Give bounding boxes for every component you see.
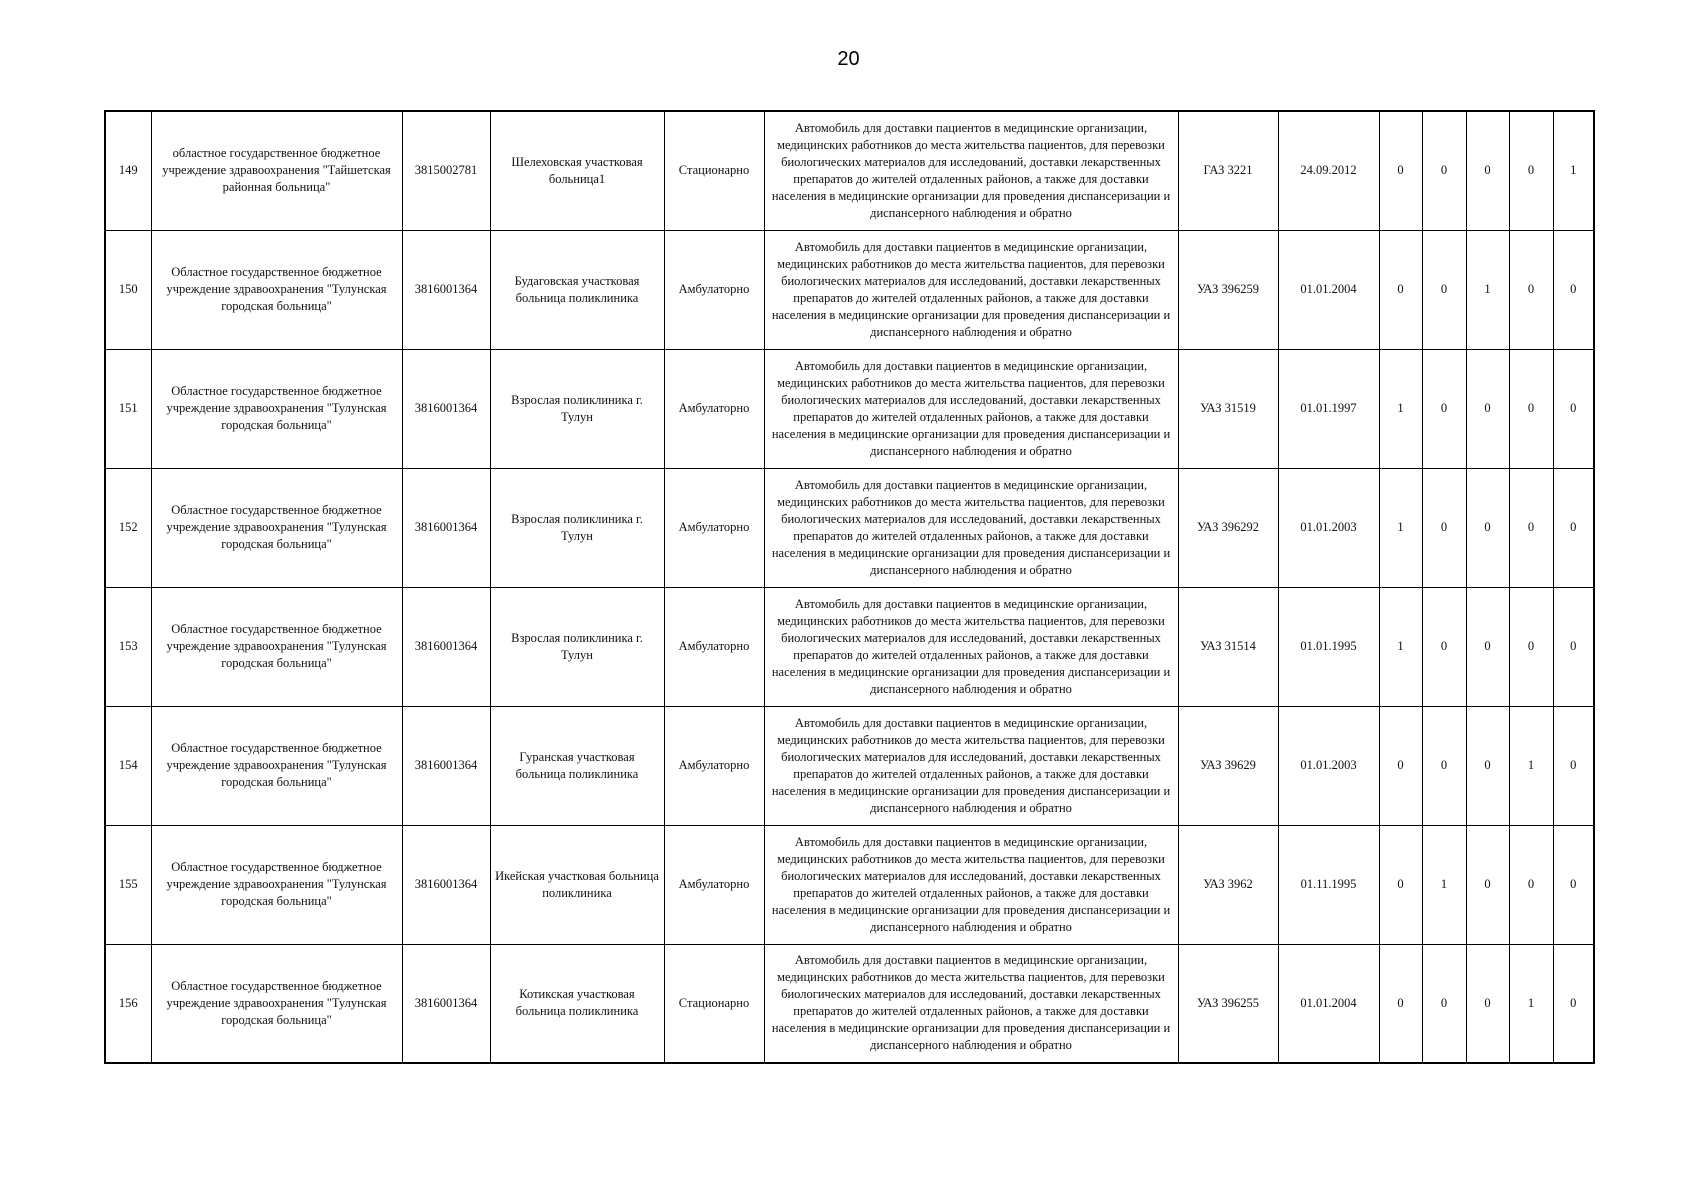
inn-code: 3816001364 xyxy=(402,349,490,468)
count-cell-1: 1 xyxy=(1379,587,1422,706)
care-condition: Стационарно xyxy=(664,111,764,230)
registration-date: 01.01.2004 xyxy=(1278,230,1379,349)
vehicle-model: УАЗ 396259 xyxy=(1178,230,1278,349)
subdivision-name: Взрослая поликлиника г. Тулун xyxy=(490,587,664,706)
subdivision-name: Шелеховская участковая больница1 xyxy=(490,111,664,230)
registration-date: 01.01.2004 xyxy=(1278,944,1379,1063)
vehicle-model: УАЗ 3962 xyxy=(1178,825,1278,944)
subdivision-name: Будаговская участковая больница поликлиника xyxy=(490,230,664,349)
inn-code: 3816001364 xyxy=(402,944,490,1063)
page-number: 20 xyxy=(837,48,860,70)
vehicle-model: УАЗ 396255 xyxy=(1178,944,1278,1063)
count-cell-2: 0 xyxy=(1422,468,1466,587)
count-cell-5: 0 xyxy=(1553,468,1594,587)
vehicle-purpose: Автомобиль для доставки пациентов в медицинские организации, медицинских работников до места жительства пациентов, для перевозки биологических материалов для исследований, доставки лекарственных препаратов до жителей отдаленных районов, а также для доставки населения в медицинские организации для проведения диспансеризации и диспансерного наблюдения и обратно xyxy=(764,111,1178,230)
vehicle-purpose: Автомобиль для доставки пациентов в медицинские организации, медицинских работников до места жительства пациентов, для перевозки биологических материалов для исследований, доставки лекарственных препаратов до жителей отдаленных районов, а также для доставки населения в медицинские организации для проведения диспансеризации и диспансерного наблюдения и обратно xyxy=(764,825,1178,944)
count-cell-4: 0 xyxy=(1509,111,1553,230)
registration-date: 01.01.1997 xyxy=(1278,349,1379,468)
count-cell-4: 1 xyxy=(1509,944,1553,1063)
count-cell-3: 0 xyxy=(1466,587,1509,706)
inn-code: 3816001364 xyxy=(402,468,490,587)
vehicle-purpose: Автомобиль для доставки пациентов в медицинские организации, медицинских работников до места жительства пациентов, для перевозки биологических материалов для исследований, доставки лекарственных препаратов до жителей отдаленных районов, а также для доставки населения в медицинские организации для проведения диспансеризации и диспансерного наблюдения и обратно xyxy=(764,587,1178,706)
inn-code: 3816001364 xyxy=(402,230,490,349)
count-cell-4: 0 xyxy=(1509,468,1553,587)
count-cell-2: 0 xyxy=(1422,587,1466,706)
vehicle-model: УАЗ 39629 xyxy=(1178,706,1278,825)
count-cell-1: 0 xyxy=(1379,230,1422,349)
count-cell-1: 0 xyxy=(1379,944,1422,1063)
count-cell-5: 0 xyxy=(1553,825,1594,944)
table-row xyxy=(105,468,1594,587)
care-condition: Амбулаторно xyxy=(664,349,764,468)
row-number: 154 xyxy=(105,706,151,825)
count-cell-4: 0 xyxy=(1509,230,1553,349)
row-number: 150 xyxy=(105,230,151,349)
organization-name: Областное государственное бюджетное учреждение здравоохранения "Тулунская городская больница" xyxy=(151,468,402,587)
registration-date: 01.01.1995 xyxy=(1278,587,1379,706)
count-cell-2: 1 xyxy=(1422,825,1466,944)
table-row xyxy=(105,706,1594,825)
organization-name: Областное государственное бюджетное учреждение здравоохранения "Тулунская городская больница" xyxy=(151,944,402,1063)
organization-name: областное государственное бюджетное учреждение здравоохранения "Тайшетская районная больница" xyxy=(151,111,402,230)
vehicle-purpose: Автомобиль для доставки пациентов в медицинские организации, медицинских работников до места жительства пациентов, для перевозки биологических материалов для исследований, доставки лекарственных препаратов до жителей отдаленных районов, а также для доставки населения в медицинские организации для проведения диспансеризации и диспансерного наблюдения и обратно xyxy=(764,349,1178,468)
care-condition: Амбулаторно xyxy=(664,468,764,587)
count-cell-5: 0 xyxy=(1553,944,1594,1063)
count-cell-5: 0 xyxy=(1553,349,1594,468)
subdivision-name: Котикская участковая больница поликлиника xyxy=(490,944,664,1063)
count-cell-3: 0 xyxy=(1466,944,1509,1063)
vehicle-purpose: Автомобиль для доставки пациентов в медицинские организации, медицинских работников до места жительства пациентов, для перевозки биологических материалов для исследований, доставки лекарственных препаратов до жителей отдаленных районов, а также для доставки населения в медицинские организации для проведения диспансеризации и диспансерного наблюдения и обратно xyxy=(764,468,1178,587)
table-row xyxy=(105,230,1594,349)
count-cell-2: 0 xyxy=(1422,230,1466,349)
count-cell-5: 0 xyxy=(1553,706,1594,825)
count-cell-1: 0 xyxy=(1379,111,1422,230)
table-row xyxy=(105,349,1594,468)
count-cell-3: 0 xyxy=(1466,111,1509,230)
vehicle-registry-table xyxy=(104,110,1595,1064)
table-row xyxy=(105,111,1594,230)
vehicle-model: УАЗ 31514 xyxy=(1178,587,1278,706)
row-number: 149 xyxy=(105,111,151,230)
vehicle-purpose: Автомобиль для доставки пациентов в медицинские организации, медицинских работников до места жительства пациентов, для перевозки биологических материалов для исследований, доставки лекарственных препаратов до жителей отдаленных районов, а также для доставки населения в медицинские организации для проведения диспансеризации и диспансерного наблюдения и обратно xyxy=(764,706,1178,825)
count-cell-4: 0 xyxy=(1509,349,1553,468)
table-row xyxy=(105,587,1594,706)
count-cell-3: 0 xyxy=(1466,349,1509,468)
subdivision-name: Взрослая поликлиника г. Тулун xyxy=(490,468,664,587)
organization-name: Областное государственное бюджетное учреждение здравоохранения "Тулунская городская больница" xyxy=(151,706,402,825)
row-number: 153 xyxy=(105,587,151,706)
count-cell-3: 0 xyxy=(1466,825,1509,944)
row-number: 155 xyxy=(105,825,151,944)
count-cell-1: 1 xyxy=(1379,349,1422,468)
subdivision-name: Гуранская участковая больница поликлиника xyxy=(490,706,664,825)
inn-code: 3816001364 xyxy=(402,825,490,944)
care-condition: Стационарно xyxy=(664,944,764,1063)
vehicle-purpose: Автомобиль для доставки пациентов в медицинские организации, медицинских работников до места жительства пациентов, для перевозки биологических материалов для исследований, доставки лекарственных препаратов до жителей отдаленных районов, а также для доставки населения в медицинские организации для проведения диспансеризации и диспансерного наблюдения и обратно xyxy=(764,944,1178,1063)
registration-date: 24.09.2012 xyxy=(1278,111,1379,230)
count-cell-4: 0 xyxy=(1509,825,1553,944)
count-cell-2: 0 xyxy=(1422,706,1466,825)
table-row xyxy=(105,825,1594,944)
count-cell-3: 1 xyxy=(1466,230,1509,349)
care-condition: Амбулаторно xyxy=(664,706,764,825)
vehicle-model: ГАЗ 3221 xyxy=(1178,111,1278,230)
vehicle-purpose: Автомобиль для доставки пациентов в медицинские организации, медицинских работников до места жительства пациентов, для перевозки биологических материалов для исследований, доставки лекарственных препаратов до жителей отдаленных районов, а также для доставки населения в медицинские организации для проведения диспансеризации и диспансерного наблюдения и обратно xyxy=(764,230,1178,349)
organization-name: Областное государственное бюджетное учреждение здравоохранения "Тулунская городская больница" xyxy=(151,230,402,349)
organization-name: Областное государственное бюджетное учреждение здравоохранения "Тулунская городская больница" xyxy=(151,587,402,706)
row-number: 156 xyxy=(105,944,151,1063)
inn-code: 3815002781 xyxy=(402,111,490,230)
care-condition: Амбулаторно xyxy=(664,230,764,349)
vehicle-model: УАЗ 31519 xyxy=(1178,349,1278,468)
count-cell-3: 0 xyxy=(1466,468,1509,587)
registration-date: 01.11.1995 xyxy=(1278,825,1379,944)
inn-code: 3816001364 xyxy=(402,706,490,825)
care-condition: Амбулаторно xyxy=(664,587,764,706)
count-cell-4: 0 xyxy=(1509,587,1553,706)
vehicle-model: УАЗ 396292 xyxy=(1178,468,1278,587)
inn-code: 3816001364 xyxy=(402,587,490,706)
count-cell-1: 1 xyxy=(1379,468,1422,587)
count-cell-5: 0 xyxy=(1553,587,1594,706)
care-condition: Амбулаторно xyxy=(664,825,764,944)
count-cell-2: 0 xyxy=(1422,944,1466,1063)
count-cell-3: 0 xyxy=(1466,706,1509,825)
organization-name: Областное государственное бюджетное учреждение здравоохранения "Тулунская городская больница" xyxy=(151,349,402,468)
count-cell-5: 1 xyxy=(1553,111,1594,230)
registration-date: 01.01.2003 xyxy=(1278,706,1379,825)
row-number: 152 xyxy=(105,468,151,587)
subdivision-name: Взрослая поликлиника г. Тулун xyxy=(490,349,664,468)
count-cell-1: 0 xyxy=(1379,706,1422,825)
count-cell-4: 1 xyxy=(1509,706,1553,825)
subdivision-name: Икейская участковая больница поликлиника xyxy=(490,825,664,944)
row-number: 151 xyxy=(105,349,151,468)
count-cell-2: 0 xyxy=(1422,111,1466,230)
count-cell-5: 0 xyxy=(1553,230,1594,349)
table-row xyxy=(105,944,1594,1063)
organization-name: Областное государственное бюджетное учреждение здравоохранения "Тулунская городская больница" xyxy=(151,825,402,944)
count-cell-2: 0 xyxy=(1422,349,1466,468)
registration-date: 01.01.2003 xyxy=(1278,468,1379,587)
count-cell-1: 0 xyxy=(1379,825,1422,944)
